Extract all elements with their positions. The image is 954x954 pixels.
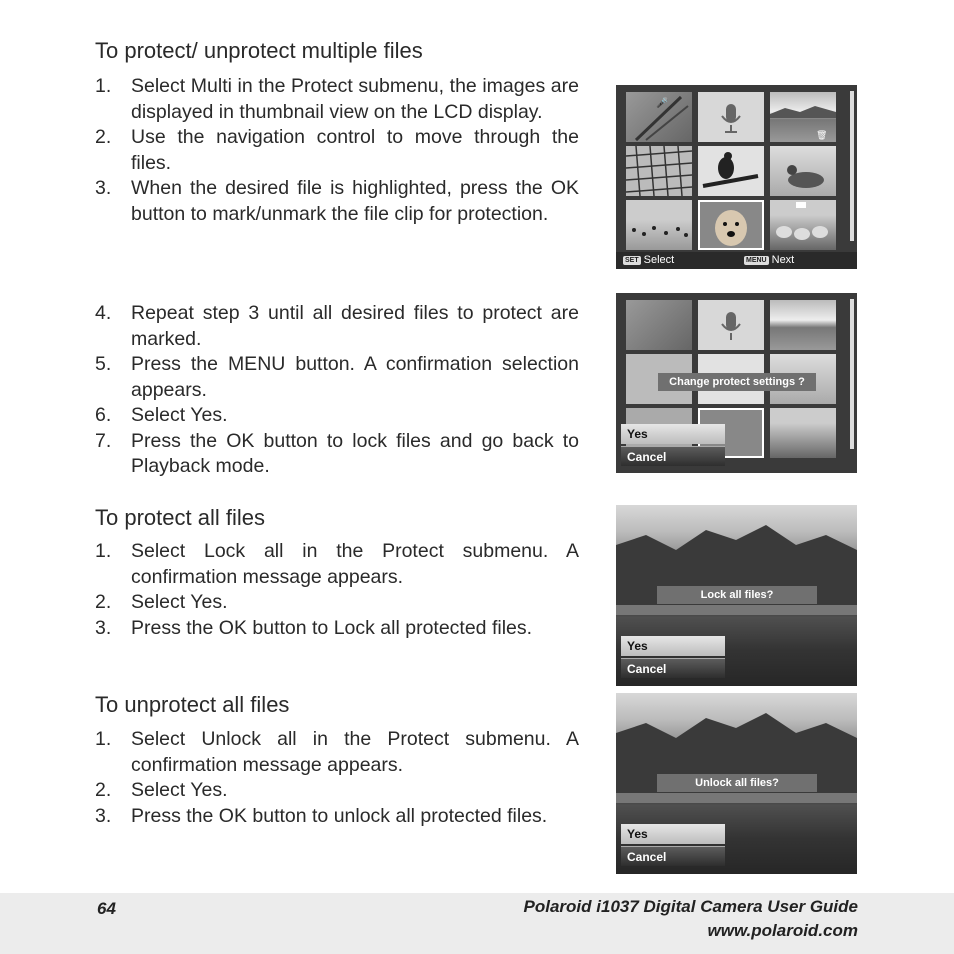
page-number: 64 (97, 899, 116, 918)
lcd-lock-all-screen (616, 505, 857, 686)
cancel-option[interactable]: Cancel (621, 446, 725, 466)
section-title-lock-all: To protect all files (95, 505, 265, 530)
softkey-next[interactable]: MENU Next (746, 254, 795, 266)
dog-photo-icon (700, 202, 762, 248)
scrollbar[interactable] (850, 299, 854, 449)
menu-key-icon: MENU (746, 256, 767, 264)
crossword-photo-icon (626, 146, 692, 196)
lake-photo-icon (770, 92, 836, 142)
steps-lock-all (95, 539, 579, 641)
thumbnail[interactable] (770, 146, 836, 196)
step-item: 2. Select Yes. (95, 591, 228, 613)
sheep-photo-icon (770, 200, 836, 250)
thumbnail (626, 300, 692, 350)
step-item: 1. Select Unlock all in the Protect submenu. A confirmation message appears. (95, 728, 579, 776)
thumbnail[interactable] (770, 200, 836, 250)
thumbnail[interactable] (626, 92, 692, 142)
yes-option[interactable]: Yes (621, 824, 725, 844)
section-title-unlock-all: To unprotect all files (95, 692, 290, 717)
birds-on-beach-photo-icon (626, 200, 692, 250)
svg-text:🎤: 🎤 (656, 98, 669, 109)
guide-title: Polaroid i1037 Digital Camera User Guide (523, 897, 858, 916)
steps-multi-a (95, 74, 579, 227)
dialog-message: Lock all files? (657, 586, 817, 604)
step-item: 1. Select Lock all in the Protect submenu. A confirmation message appears. (95, 540, 579, 588)
thumbnail (770, 300, 836, 350)
scrollbar[interactable] (850, 91, 854, 241)
website-link[interactable]: www.polaroid.com (707, 921, 858, 940)
step-item: 2. Use the navigation control to move through the files. (95, 126, 579, 174)
thumbnail[interactable] (626, 200, 692, 250)
step-item: 6. Select Yes. (95, 404, 228, 426)
cancel-option[interactable]: Cancel (621, 846, 725, 866)
thumbnail (698, 300, 764, 350)
step-item: 7. Press the OK button to lock files and go back to Playback mode. (95, 429, 579, 477)
step-item: 3. Press the OK button to Lock all protected files. (95, 616, 533, 639)
lcd-thumbnail-screen (616, 85, 857, 269)
yes-option[interactable]: Yes (621, 636, 725, 656)
pencil-photo-icon (626, 92, 692, 142)
thumbnail-selected[interactable] (698, 200, 764, 250)
cancel-option[interactable]: Cancel (621, 658, 725, 678)
thumbnail (770, 408, 836, 458)
lcd-unlock-all-screen (616, 693, 857, 874)
thumbnail[interactable] (698, 146, 764, 196)
dialog-message: Change protect settings ? (658, 373, 816, 391)
thumbnail[interactable] (770, 92, 836, 142)
lcd-confirm-multi-screen (616, 293, 857, 473)
duck-photo-icon (770, 146, 836, 196)
step-item: 4. Repeat step 3 until all desired files to protect are marked. (95, 302, 579, 350)
step-item: 5. Press the MENU button. A confirmation selection appears. (95, 353, 579, 401)
softkey-select[interactable]: SET Select (625, 254, 675, 266)
microphone-icon (698, 92, 764, 142)
bird-on-branch-photo-icon (698, 146, 764, 196)
yes-option[interactable]: Yes (621, 424, 725, 444)
step-item: 1. Select Multi in the Protect submenu, the images are displayed in thumbnail view on the LCD display. (95, 75, 579, 123)
microphone-icon (698, 300, 764, 350)
step-item: 3. When the desired file is highlighted, press the OK button to mark/unmark the file clip for protection. (95, 177, 579, 225)
steps-unlock-all (95, 727, 579, 829)
steps-multi-b (95, 301, 579, 480)
thumbnail[interactable] (626, 146, 692, 196)
thumbnail[interactable] (698, 92, 764, 142)
set-key-icon: SET (625, 256, 639, 264)
softkey-bar (616, 252, 857, 269)
step-item: 3. Press the OK button to unlock all protected files. (95, 804, 548, 827)
dialog-message: Unlock all files? (657, 774, 817, 792)
svg-text:🗑: 🗑 (816, 130, 828, 140)
step-item: 2. Select Yes. (95, 779, 228, 801)
section-title-multi: To protect/ unprotect multiple files (95, 38, 423, 63)
